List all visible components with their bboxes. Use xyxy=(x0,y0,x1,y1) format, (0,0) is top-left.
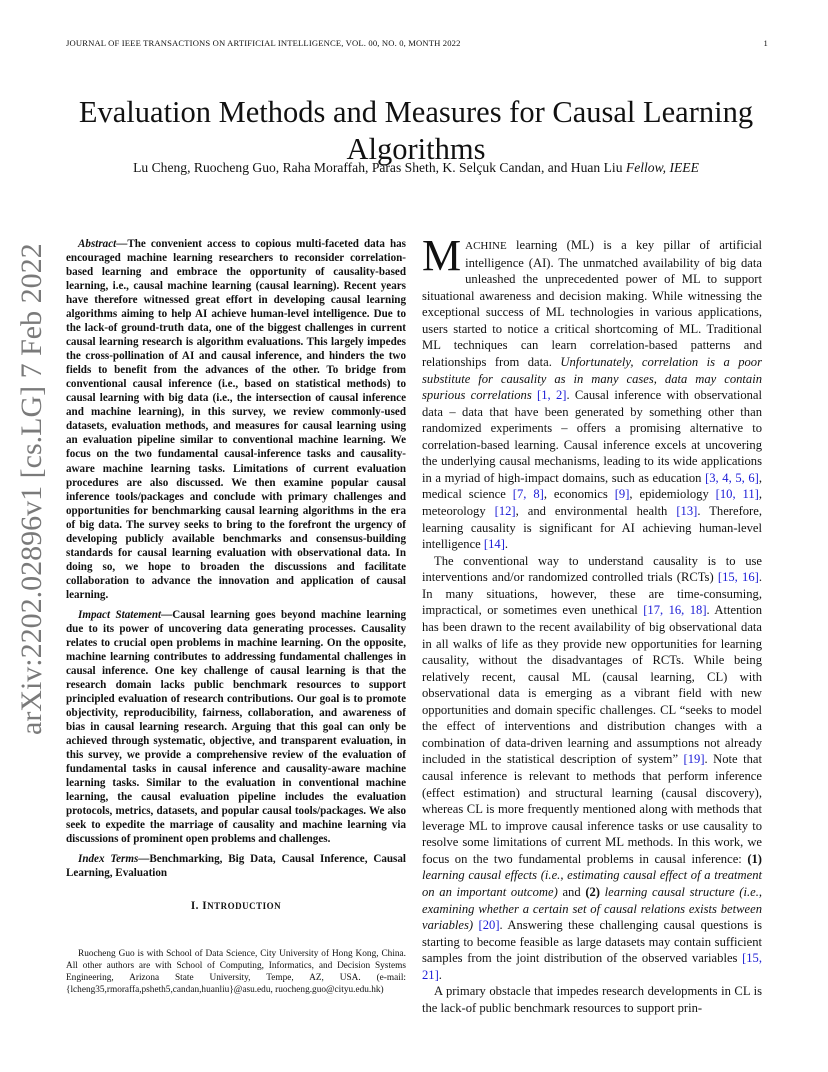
body-text: , epidemiology xyxy=(629,487,716,502)
body-text: A primary obstacle that impedes research developments in CL is the lack-of public benchmark resources to support prin- xyxy=(422,984,762,1015)
citation-link[interactable]: [13] xyxy=(676,504,698,518)
index-terms xyxy=(66,852,406,880)
citation-link[interactable]: [10, 11] xyxy=(715,487,759,502)
citation-link[interactable]: [9] xyxy=(614,487,630,502)
body-text: . xyxy=(438,967,442,982)
intro-paragraph-2 xyxy=(422,553,762,984)
citation-link[interactable]: [19] xyxy=(683,752,705,767)
citation-link[interactable]: [7, 8] xyxy=(512,487,544,502)
abstract-label: Abstract xyxy=(78,238,117,250)
author-suffix: Fellow, IEEE xyxy=(625,160,699,175)
body-text: The conventional way to understand causality is to use interventions and/or randomized controlled trials (RCTs) xyxy=(422,553,762,585)
body-text: , meteorology xyxy=(422,487,763,518)
impact-label: Impact Statement xyxy=(78,608,162,621)
left-column xyxy=(66,237,406,912)
citation-link[interactable]: [15, 16] xyxy=(717,570,759,585)
intro-paragraph-1 xyxy=(422,231,763,553)
section-initial: I xyxy=(202,900,208,913)
body-text: . Answering these challenging causal questions is starting to become feasible as large datasets may contain sufficient samples from the joint distribution of the observed variables xyxy=(422,918,762,966)
body-text: . In many situations, however, these are time-consuming, impractical, or sometimes even unethical xyxy=(422,570,762,618)
citation-link[interactable]: [12] xyxy=(494,504,516,518)
affiliation-footnote: Ruocheng Guo is with School of Data Science, City University of Hong Kong, China. All other authors are with School of Computing, Informatics, and Decision Systems Engineering, Arizona State University, Tempe, AZ, USA. (e-mail: {lcheng35,rmoraffa,psheth5,candan,huanliu}@asu.edu, ruocheng.guo@cityu.edu.hk) xyxy=(66,949,406,996)
emphasis-text: learning causal effects (i.e., estimating causal effect of a treatment on an important outcome) xyxy=(422,868,762,899)
body-text: . Attention has been drawn to the recent availability of big observational data in all walks of life as they provide new opportunities for learning causality, without the disadvantages of RCTs. While being relatively recent, causal ML (causal learning, CL) with observational data is emerging as a vibrant field with new opportunities and domain specific challenges. CL “seeks to model the effect of interventions and distribution changes with a combination of data-driven learning and assumptions not already included in the statistical description of system” xyxy=(422,603,762,767)
body-text: learning (ML) is a key pillar of artificial intelligence (AI). The unmatched availability of big data unleashed the unprecedented power of ML to support situational awareness and decision making. While witnessing the exceptional success of ML technologies in various applications, users started to notice a critical shortcoming of ML. Traditional ML techniques can learn correlation-based patterns and relationships from data. xyxy=(422,238,762,369)
section-heading-introduction xyxy=(66,900,406,912)
citation-link[interactable]: [3, 4, 5, 6] xyxy=(705,470,759,485)
section-title-rest: NTRODUCTION xyxy=(207,901,282,912)
body-text: , economics xyxy=(543,487,615,502)
author-names: Lu Cheng, Ruocheng Guo, Raha Moraffah, Paras Sheth, K. Selçuk Candan, and Huan Liu xyxy=(133,160,623,175)
drop-cap: M xyxy=(422,231,462,280)
drop-cap-caps: ACHINE xyxy=(465,240,507,252)
index-terms-label: Index Terms xyxy=(78,853,139,866)
body-text: . Causal inference with observational data – data that have been generated by something other than randomized experiments – offers a promising alternative to correlation-based learning. Causal inference excels at uncovering the underlying causal mechanisms, leading to its wide applications in a myriad of high-impact domains, such as education xyxy=(422,388,763,485)
index-terms-text: —Benchmarking, Big Data, Causal Inference, Causal Learning, Evaluation xyxy=(66,853,406,880)
page-number: 1 xyxy=(763,38,768,48)
right-column xyxy=(422,231,763,1016)
body-text: . Note that causal inference is relevant to methods that perform inference (effect estimation) and structural learning (causal discovery), whereas CL is more frequently mentioned along with methods that leverage ML to improve causal inference tasks or use causality to resolve some limitations of current ML methods. In this work, we focus on the two fundamental problems in causal inference: xyxy=(422,752,762,866)
bold-text: (2) xyxy=(585,884,600,899)
impact-statement xyxy=(66,608,406,847)
abstract xyxy=(66,237,406,602)
emphasis-text: Unfortunately, correlation is a poor substitute for causality as in many cases, data may contain spurious correlations xyxy=(422,354,762,403)
body-text: and xyxy=(557,884,586,899)
citation-link[interactable]: [20] xyxy=(473,918,500,933)
citation-link[interactable]: [1, 2] xyxy=(531,388,567,403)
body-text: , medical science xyxy=(422,470,763,502)
citation-link[interactable]: [15, 21] xyxy=(422,951,762,982)
intro-paragraph-3 xyxy=(422,983,762,1016)
body-text: . xyxy=(504,537,509,552)
paper-title: Evaluation Methods and Measures for Causal Learning Algorithms xyxy=(78,95,754,167)
body-text: . Therefore, learning causality is significant for AI achieving human-level intelligence xyxy=(422,504,762,552)
emphasis-text: learning causal structure (i.e., examining whether a certain set of causal relations exists between variables) xyxy=(422,884,763,933)
citation-link[interactable]: [14] xyxy=(483,537,505,552)
section-number: I. xyxy=(190,900,199,913)
journal-name: JOURNAL OF IEEE TRANSACTIONS ON ARTIFICIAL INTELLIGENCE, VOL. 00, NO. 0, MONTH 2022 xyxy=(66,38,461,48)
citation-link[interactable]: [17, 16, 18] xyxy=(643,603,707,618)
abstract-text: —The convenient access to copious multi-faceted data has encouraged machine learning researchers to reconsider correlation-based learning and embrace the opportunity of causality-based learning, i.e., causal machine learning (causal learning). Recent years have therefore witnessed great effort in developing causal learning algorithms aiming to help AI achieve human-level intelligence. Due to the lack-of ground-truth data, one of the biggest challenges in current causal learning research is algorithm evaluations. This largely impedes the cross-pollination of AI and causal inference, and hinders the two fields to benefit from the advances of the other. To bridge from conventional causal inference (i.e., based on statistical methods) to causal learning with big data (i.e., the intersection of causal inference and machine learning), in this survey, we review commonly-used datasets, evaluation methods, and measures for causal learning using an evaluation pipeline similar to conventional machine learning. We focus on the two fundamental causal-inference tasks and causality-aware machine learning tasks. Limitations of current evaluation procedures are also discussed. We then examine popular causal inference tools/packages and conclude with primary challenges and opportunities for benchmarking causal learning algorithms in the era of big data. The survey seeks to bring to the forefront the urgency of developing publicly available benchmarks and consensus-building standards for causal learning evaluation with observational data. In doing so, we hope to broaden the discussions and facilitate collaboration to advance the innovation and application of causal learning. xyxy=(66,238,406,601)
impact-text: —Causal learning goes beyond machine learning due to its power of uncovering data generating processes. Causality relates to crucial open problems in machine learning. On the opposite, machine learning contributes to addressing fundamental challenges in causal inference. One key challenge of causal learning is that the research domain lacks public benchmark resources to support principled evaluation of research contributions. Our goal is to promote objectivity, reproducibility, fairness, collaboration, and awareness of bias in causal learning research. Arguing that this goal can only be achieved through systematic, objective, and transparent evaluation, in this survey, we provide a comprehensive review of the evaluation of fundamental tasks in causal inference and causality-aware machine learning tasks. Similar to the evaluation in conventional machine learning, the causal evaluation pipeline includes the evaluation protocols, metrics, datasets, and popular causal tools/packages. We also seek to expedite the marriage of causality and machine learning via discussions of prominent open problems and challenges. xyxy=(66,608,406,846)
bold-text: (1) xyxy=(747,851,762,866)
author-list xyxy=(66,159,766,177)
running-header xyxy=(66,38,768,52)
arxiv-stamp[interactable]: arXiv:2202.02896v1 [cs.LG] 7 Feb 2022 xyxy=(15,243,48,735)
body-text: , and environmental health xyxy=(515,504,677,518)
